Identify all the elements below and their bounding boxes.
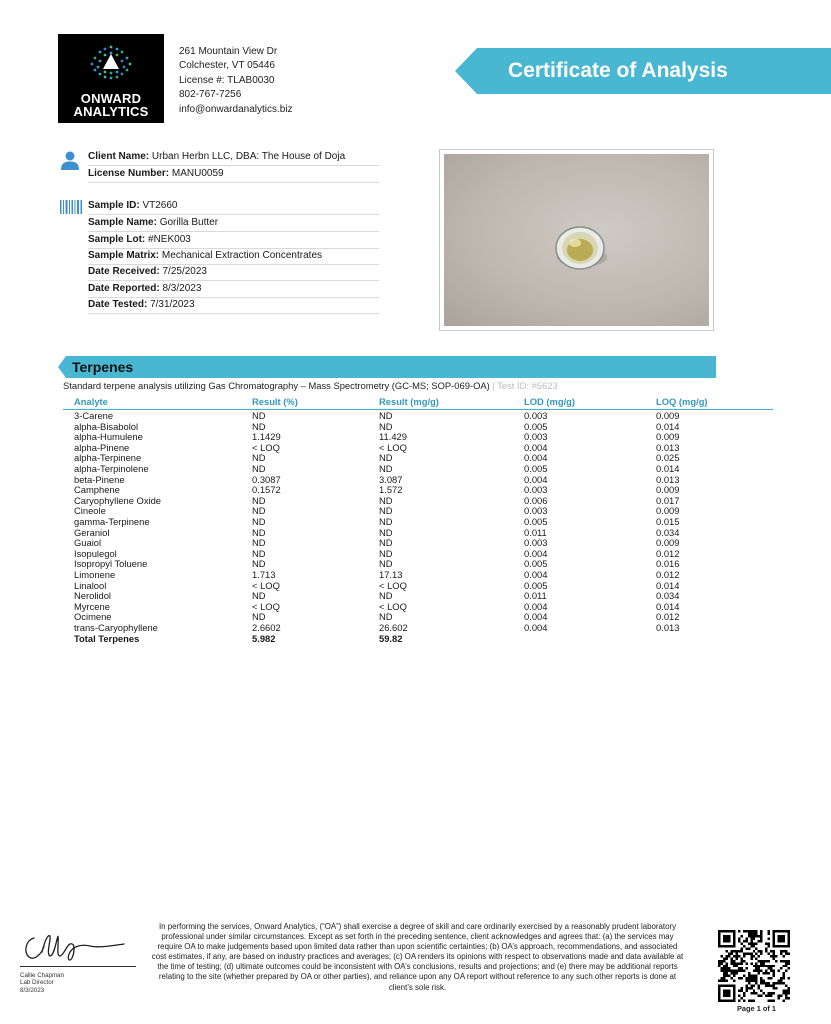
table-cell: Cineole	[74, 505, 106, 517]
table-cell: 0.025	[656, 452, 680, 464]
table-cell: 0.004	[524, 600, 548, 612]
date-tested-label: Date Tested:	[88, 299, 148, 310]
table-cell: ND	[379, 463, 393, 474]
logo-text-line1: ONWARD	[80, 91, 142, 106]
table-cell: ND	[252, 516, 266, 527]
table-cell: ND	[252, 547, 266, 559]
table-cell: 0.004	[524, 569, 548, 580]
table-cell: 0.012	[656, 569, 680, 580]
table-cell: 0.005	[524, 516, 548, 527]
table-cell: ND	[379, 537, 393, 549]
table-cell: ND	[379, 420, 393, 432]
table-cell: 59.82	[379, 632, 403, 644]
address-email[interactable]: info@onwardanalytics.biz	[179, 103, 293, 115]
table-cell: 0.003	[524, 484, 548, 496]
table-cell: < LOQ	[252, 441, 280, 453]
table-cell: Limonene	[74, 569, 116, 580]
sample-name-value: Gorilla Butter	[159, 217, 219, 228]
table-cell: 0.009	[656, 505, 680, 517]
table-cell: 1.572	[379, 484, 403, 496]
client-name-label: Client Name:	[88, 151, 150, 162]
table-cell: 0.005	[524, 463, 548, 474]
table-cell: gamma-Terpinene	[74, 516, 150, 527]
sample-lot-row	[88, 232, 379, 249]
signer-name: Callie Chapman	[20, 972, 65, 979]
sample-name-label: Sample Name:	[88, 217, 157, 228]
table-cell: 0.3087	[252, 473, 281, 485]
user-icon	[60, 150, 80, 170]
table-cell: alpha-Terpinolene	[74, 463, 149, 474]
table-row	[74, 570, 774, 581]
signer-title: Lab Director	[20, 979, 54, 987]
sample-photo-image	[444, 154, 709, 326]
table-cell: 0.009	[656, 410, 680, 421]
table-cell: 0.005	[524, 558, 548, 570]
table-cell: ND	[252, 420, 266, 432]
method-text: Standard terpene analysis utilizing Gas Chromatography – Mass Spectrometry (GC-MS; SOP-069-OA)	[63, 380, 490, 391]
date-tested-row	[88, 297, 379, 314]
table-cell: 0.014	[656, 420, 680, 432]
sample-name-row	[88, 215, 379, 232]
signer-date: 8/3/2023	[20, 986, 45, 994]
table-cell: 5.982	[252, 632, 276, 644]
table-header	[63, 396, 773, 410]
table-cell: ND	[252, 410, 266, 421]
table-cell: 0.009	[656, 431, 680, 443]
license-number-row	[88, 166, 379, 183]
table-cell: 0.016	[656, 558, 680, 570]
address-street: 261 Mountain View Dr	[179, 46, 278, 57]
table-row	[74, 411, 774, 422]
table-cell: 11.429	[379, 431, 407, 443]
column-header-result-percent: Result (%)	[252, 396, 298, 407]
table-cell: 0.013	[656, 441, 680, 453]
logo-text-line2: ANALYTICS	[73, 104, 149, 119]
address-phone: 802-767-7256	[179, 89, 242, 101]
table-cell: 0.017	[656, 494, 680, 506]
qr-code-icon[interactable]	[718, 930, 790, 1002]
sample-id-value: VT2660	[142, 200, 178, 211]
table-cell: 0.009	[656, 484, 680, 496]
table-cell: ND	[252, 494, 266, 506]
table-cell: ND	[379, 410, 393, 421]
table-cell: ND	[252, 505, 266, 517]
table-cell: 0.004	[524, 441, 548, 453]
table-cell: 0.003	[524, 537, 548, 549]
address-city: Colchester, VT 05446	[179, 60, 275, 72]
table-cell: 0.1572	[252, 484, 281, 496]
page-number: Page 1 of 1	[737, 1004, 777, 1013]
date-reported-value: 8/3/2023	[162, 283, 202, 294]
barcode-icon	[60, 200, 82, 214]
table-cell: 0.015	[656, 516, 680, 527]
table-cell: Linalool	[74, 579, 107, 591]
table-cell: alpha-Pinene	[74, 441, 130, 453]
table-cell: Camphene	[74, 484, 120, 496]
sample-id-row	[88, 198, 379, 215]
table-cell: 0.013	[656, 622, 680, 633]
table-cell: 0.005	[524, 579, 548, 591]
lab-address	[179, 45, 293, 117]
address-license: License #: TLAB0030	[179, 74, 275, 86]
sample-id-label: Sample ID:	[88, 200, 140, 211]
table-cell: 0.014	[656, 463, 680, 474]
table-row	[74, 464, 774, 475]
table-cell: Ocimene	[74, 611, 112, 623]
signer-block	[20, 972, 64, 994]
signature-image	[20, 928, 130, 964]
table-cell: < LOQ	[252, 600, 280, 612]
table-cell: beta-Pinene	[74, 473, 125, 485]
table-cell: 0.004	[524, 622, 548, 633]
table-cell: 0.004	[524, 547, 548, 559]
table-cell: ND	[252, 537, 266, 549]
sample-lot-label: Sample Lot:	[88, 234, 146, 245]
table-cell: ND	[379, 505, 393, 517]
table-cell: 0.012	[656, 547, 680, 559]
sample-photo	[439, 149, 714, 331]
table-cell: ND	[252, 463, 266, 474]
table-cell: ND	[379, 611, 393, 623]
table-cell: alpha-Humulene	[74, 431, 143, 443]
table-cell: Guaiol	[74, 537, 102, 549]
test-id: | Test ID: #5623	[489, 380, 558, 391]
table-cell: Isopropyl Toluene	[74, 558, 148, 570]
table-cell: ND	[252, 526, 266, 538]
table-cell: 0.034	[656, 590, 680, 602]
table-row	[74, 623, 774, 634]
table-cell: 0.014	[656, 579, 680, 591]
table-cell: 0.012	[656, 611, 680, 623]
date-reported-label: Date Reported:	[88, 283, 160, 294]
table-cell: 1.713	[252, 569, 276, 580]
table-cell: ND	[379, 452, 393, 464]
table-cell: ND	[379, 494, 393, 506]
license-number-label: License Number:	[88, 168, 170, 179]
table-cell: 1.1429	[252, 431, 281, 443]
table-cell: 0.003	[524, 410, 548, 421]
method-description	[63, 380, 558, 392]
table-cell: 17.13	[379, 569, 403, 580]
table-cell: Isopulegol	[74, 547, 117, 559]
table-cell: 0.009	[656, 537, 680, 549]
table-cell: 0.011	[524, 590, 547, 602]
table-row	[74, 517, 774, 528]
date-tested-value: 7/31/2023	[150, 299, 195, 310]
table-cell: Total Terpenes	[74, 632, 140, 644]
table-cell: ND	[379, 558, 393, 570]
table-cell: ND	[252, 611, 266, 623]
table-cell: 3-Carene	[74, 410, 114, 421]
page-title: Certificate of Analysis	[508, 59, 728, 82]
date-received-row	[88, 264, 379, 281]
column-header-lod: LOD (mg/g)	[524, 396, 576, 407]
table-cell: 0.011	[524, 526, 547, 538]
section-title: Terpenes	[72, 359, 134, 375]
license-number-value: MANU0059	[171, 168, 224, 179]
signature-line	[20, 966, 136, 967]
column-header-loq: LOQ (mg/g)	[656, 396, 708, 407]
table-cell: 0.003	[524, 431, 548, 443]
table-cell: ND	[379, 516, 393, 527]
table-cell: ND	[252, 452, 266, 464]
column-header-result-mg: Result (mg/g)	[379, 396, 439, 407]
disclaimer-text: In performing the services, Onward Analytics, (“OA”) shall exercise a degree of skill and care ordinarily exercised by a reasonably prudent laboratory professional under similar circumstances. Except as set forth in the preceding sentence, client acknowledges and agrees that: (a) the services may require OA to make judgements based upon limited data rather than upon scientific certainties; (b) OA’s approach, recommendations, and associated cost estimates, if any, are based on industry practices and averages; (c) OA renders its opinions with respect to observations made and data available at the time of testing; (d) ultimate outcomes could be inconsistent with OA’s conclusions, results and projections; and (e) there may be additional reports relating to the site (whether prepared by OA or other parties), and reliance upon any OA report without reference to any such other reports is done at client’s sole risk.	[151, 922, 684, 992]
date-received-value: 7/25/2023	[162, 266, 207, 277]
client-name-row	[88, 149, 379, 166]
table-cell: alpha-Bisabolol	[74, 420, 139, 432]
table-cell: 0.006	[524, 494, 548, 506]
table-cell: 0.034	[656, 526, 680, 538]
table-cell: 26.602	[379, 622, 408, 633]
table-cell: 0.004	[524, 611, 548, 623]
table-cell: 0.005	[524, 420, 548, 432]
table-cell: 0.003	[524, 505, 548, 517]
table-cell: 0.004	[524, 452, 548, 464]
table-cell: Caryophyllene Oxide	[74, 494, 162, 506]
table-cell: 0.004	[524, 473, 548, 485]
client-name-value: Urban Herbn LLC, DBA: The House of Doja	[151, 151, 346, 162]
table-cell: ND	[252, 590, 266, 602]
table-cell: < LOQ	[379, 441, 407, 453]
table-cell: ND	[379, 547, 393, 559]
sample-jar-illustration	[444, 154, 709, 326]
sample-lot-value: #NEK003	[148, 234, 191, 245]
table-cell: Nerolidol	[74, 590, 111, 602]
table-cell: Geraniol	[74, 526, 110, 538]
sample-matrix-row	[88, 248, 379, 265]
table-cell: < LOQ	[379, 600, 407, 612]
date-received-label: Date Received:	[88, 266, 160, 277]
table-cell: ND	[252, 558, 266, 570]
table-cell: 0.013	[656, 473, 680, 485]
section-header-bar	[58, 356, 716, 378]
total-row	[74, 634, 774, 645]
date-reported-row	[88, 281, 379, 298]
table-cell: 3.087	[379, 473, 403, 485]
table-cell: 2.6602	[252, 622, 281, 633]
table-cell: trans-Caryophyllene	[74, 622, 158, 633]
column-header-analyte: Analyte	[74, 396, 108, 407]
table-cell: < LOQ	[252, 579, 280, 591]
table-cell: < LOQ	[379, 579, 407, 591]
table-cell: ND	[379, 526, 393, 538]
table-cell: alpha-Terpinene	[74, 452, 142, 464]
company-logo	[58, 34, 164, 123]
logo-dots-icon	[86, 40, 136, 86]
table-cell: ND	[379, 590, 393, 602]
table-cell: 0.014	[656, 600, 680, 612]
sample-matrix-value: Mechanical Extraction Concentrates	[161, 250, 322, 261]
table-cell: Myrcene	[74, 600, 110, 612]
sample-matrix-label: Sample Matrix:	[88, 250, 160, 261]
